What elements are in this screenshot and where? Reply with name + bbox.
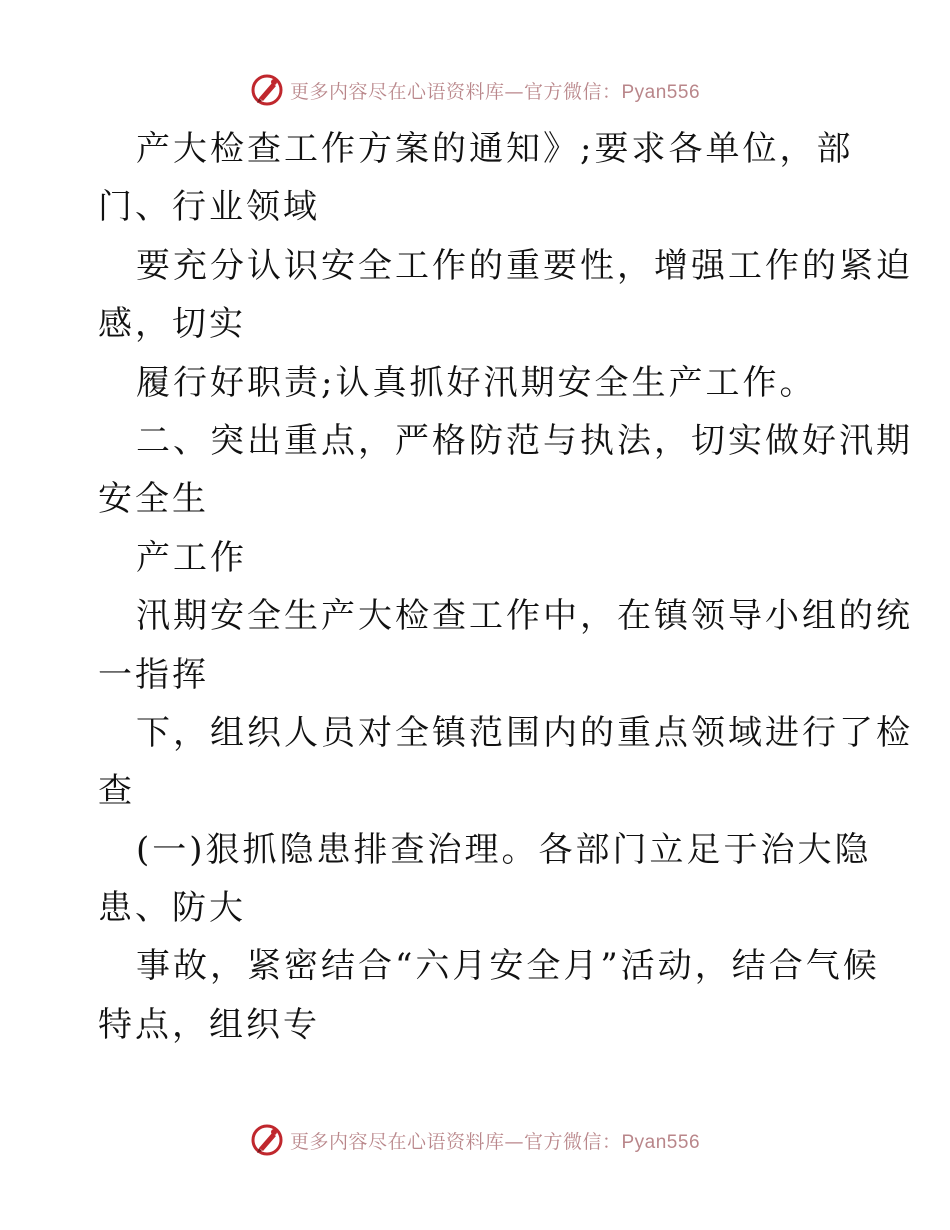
footer-banner-label: 更多内容尽在心语资料库—官方微信： [289,1130,622,1153]
document-body [98,120,913,1054]
footer-banner-account: Pyan556 [621,1131,701,1153]
body-line: 汛期安全生产大检查工作中，在镇领导小组的统 [136,596,913,637]
pen-logo-icon [250,73,284,107]
body-line: 门、行业领域 [98,187,320,228]
body-line: 特点，组织专 [98,1004,320,1045]
footer-watermark-banner [0,1120,950,1160]
body-line: 安全生 [98,479,209,520]
body-line: 感，切实 [98,304,246,345]
footer-banner-text [290,1127,700,1154]
body-line: 查 [98,771,135,812]
body-line: 一指挥 [98,654,209,695]
header-banner-text [290,77,700,104]
body-line: 产工作 [136,537,247,578]
body-line: 产大检查工作方案的通知》;要求各单位，部 [136,129,854,169]
body-line: 患、防大 [98,888,246,929]
body-line: 事故，紧密结合“六月安全月”活动，结合气候 [136,946,880,987]
body-line: 二、突出重点，严格防范与执法，切实做好汛期 [136,420,913,461]
body-line: (一)狠抓隐患排查治理。各部门立足于治大隐 [136,829,872,870]
body-line: 下，组织人员对全镇范围内的重点领域进行了检 [136,712,913,753]
pen-logo-icon [250,1123,284,1157]
header-banner-label: 更多内容尽在心语资料库—官方微信： [289,80,622,103]
body-line: 履行好职责;认真抓好汛期安全生产工作。 [136,362,817,403]
header-banner-account: Pyan556 [621,81,701,103]
header-watermark-banner [0,70,950,110]
body-line: 要充分认识安全工作的重要性，增强工作的紧迫 [136,245,913,286]
